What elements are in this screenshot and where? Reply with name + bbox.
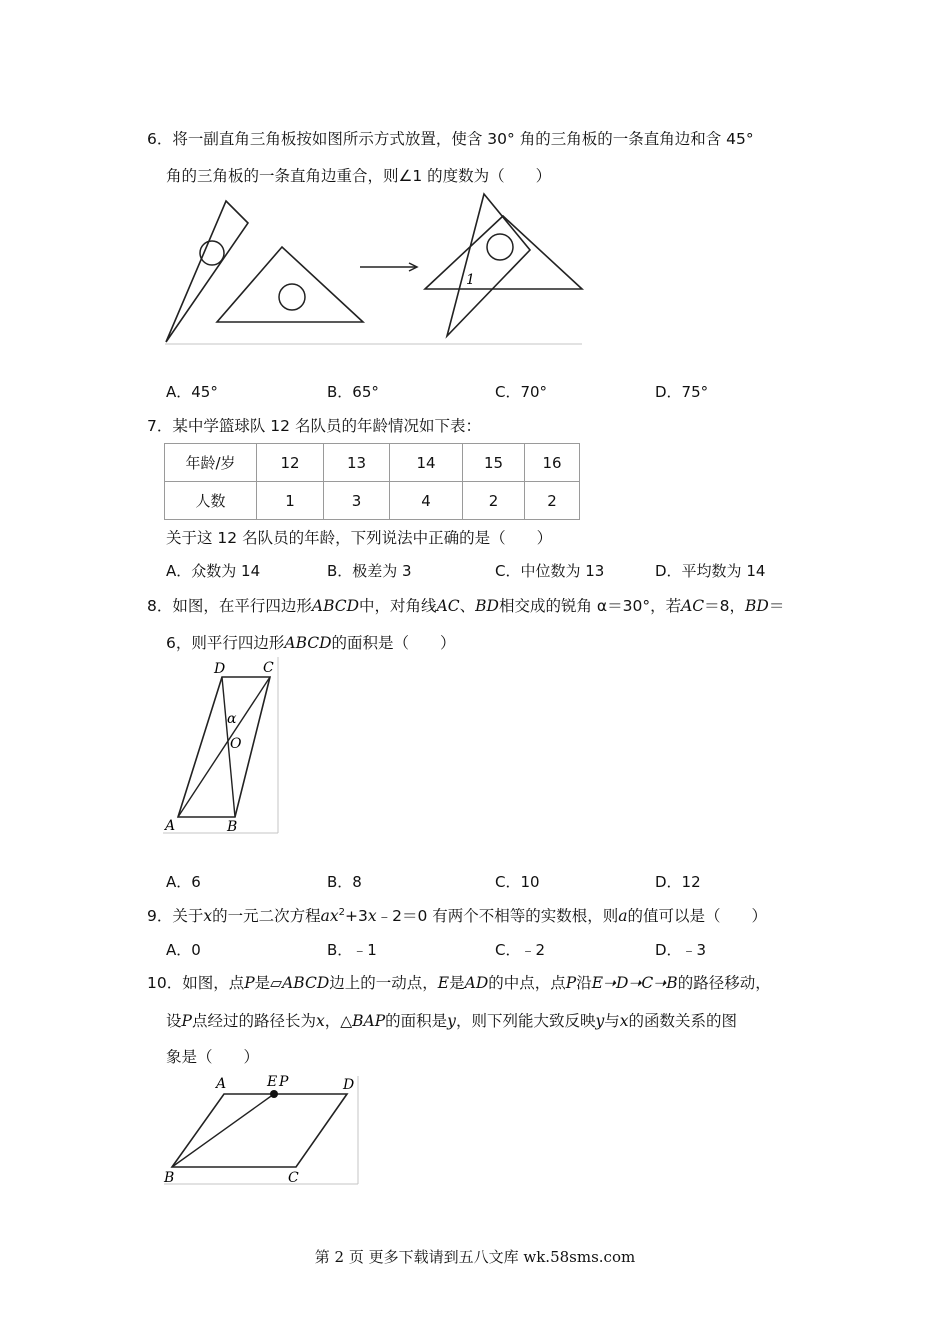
q9-option-a[interactable]: A．0 (166, 941, 201, 959)
q10-text-line2: 设P点经过的路径长为x，△BAP的面积是y，则下列能大致反映y与x的函数关系的图 (166, 1012, 737, 1030)
table-header-cell: 12 (257, 444, 324, 482)
q6-hole-circle (279, 284, 305, 310)
table-cell: 4 (390, 482, 463, 520)
q7-text-line1: 7．某中学篮球队 12 名队员的年龄情况如下表： (147, 417, 481, 435)
table-header-cell: 15 (463, 444, 525, 482)
q8-label-o: O (230, 736, 242, 752)
q10-label-b: B (164, 1170, 175, 1186)
q8-label-c: C (263, 660, 274, 676)
q6-angle-label: 1 (466, 272, 475, 288)
page-footer: 第 2 页 更多下载请到五八文库 wk.58sms.com (314, 1248, 636, 1266)
q6-option-c[interactable]: C．70° (495, 383, 548, 401)
q10-label-a: A (216, 1076, 227, 1092)
table-header-cell: 年龄/岁 (165, 444, 257, 482)
table-header-cell: 16 (525, 444, 580, 482)
q10-segment-bp (172, 1094, 274, 1167)
q6-text-line1: 6．将一副直角三角板按如图所示方式放置，使含 30° 角的三角板的一条直角边和含 45° (147, 130, 754, 148)
q10-label-d: D (343, 1077, 355, 1093)
q10-text-line1: 10．如图，点P是▱ABCD边上的一动点，E是AD的中点，点P沿E➝D➝C➝B的路径移动， (147, 974, 771, 992)
q8-label-b: B (227, 819, 238, 835)
table-header-cell: 14 (390, 444, 463, 482)
q7-option-d[interactable]: D．平均数为 14 (655, 562, 766, 580)
table-cell: 2 (525, 482, 580, 520)
q6-option-b[interactable]: B．65° (327, 383, 379, 401)
table-cell: 1 (257, 482, 324, 520)
q10-label-c: C (288, 1170, 299, 1186)
q8-option-a[interactable]: A．6 (166, 873, 201, 891)
q8-label-d: D (214, 661, 226, 677)
q8-option-b[interactable]: B．8 (327, 873, 362, 891)
q8-text-line2: 6，则平行四边形ABCD的面积是（ ） (166, 634, 456, 652)
q6-option-d[interactable]: D．75° (655, 383, 709, 401)
q9-option-b[interactable]: B．﹣1 (327, 941, 377, 959)
q6-hole-circle (487, 234, 513, 260)
q7-option-b[interactable]: B．极差为 3 (327, 562, 412, 580)
q7-option-a[interactable]: A．众数为 14 (166, 562, 261, 580)
q8-label-a: A (165, 818, 176, 834)
q9-text: 9．关于x的一元二次方程$ax^2+3x﹣2=0$ 有两个不相等的实数根，则a的值可以是（ ） (147, 906, 768, 925)
q8-option-d[interactable]: D．12 (655, 873, 701, 891)
table-cell: 2 (463, 482, 525, 520)
q10-label-p: P (279, 1074, 289, 1090)
table-cell: 3 (324, 482, 390, 520)
q8-text-line1: 8．如图，在平行四边形ABCD中，对角线AC、BD相交成的锐角 α＝30°，若AC＝8，BD＝ (147, 597, 785, 615)
q8-option-c[interactable]: C．10 (495, 873, 540, 891)
table-header-cell: 13 (324, 444, 390, 482)
q10-parallelogram-figure (160, 1072, 365, 1190)
q10-label-e: E (267, 1074, 278, 1090)
table-row (165, 482, 580, 520)
q7-option-c[interactable]: C．中位数为 13 (495, 562, 605, 580)
q8-label-alpha: α (227, 711, 237, 727)
q6-figure (160, 190, 590, 350)
q7-age-table (164, 443, 580, 520)
q7-text-line2: 关于这 12 名队员的年龄，下列说法中正确的是（ ） (166, 529, 553, 547)
q10-text-line3: 象是（ ） (166, 1048, 260, 1066)
q8-parallelogram-figure (160, 655, 285, 840)
q9-option-d[interactable]: D．﹣3 (655, 941, 707, 959)
q6-option-a[interactable]: A．45° (166, 383, 218, 401)
table-row (165, 444, 580, 482)
q6-text-line2: 角的三角板的一条直角边重合，则∠1 的度数为（ ） (166, 167, 552, 185)
q6-triangle-30 (166, 201, 248, 342)
q6-combined-triangle-30 (447, 194, 530, 336)
table-cell: 人数 (165, 482, 257, 520)
q9-option-c[interactable]: C．﹣2 (495, 941, 546, 959)
q10-point-p (270, 1090, 278, 1098)
